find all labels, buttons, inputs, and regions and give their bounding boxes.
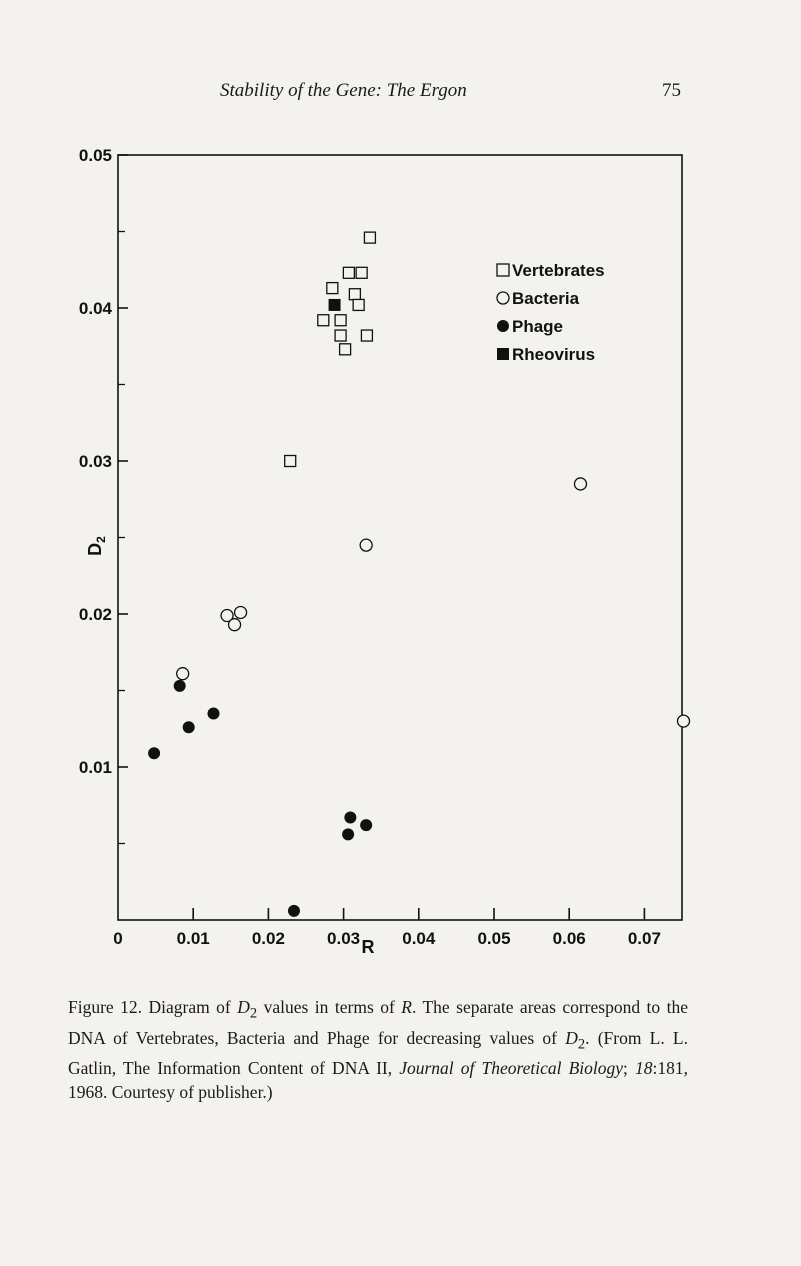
vertebrates-point-7 [335,315,346,326]
x-axis-label: R [361,937,375,957]
caption-text-3: . The separate areas correspond to the DNA of Vertebrates, Bacteria and Phage for decreasing values of [68,997,688,1048]
vertebrates-point-4 [349,289,360,300]
caption-journal: Journal of Theoretical Biology [399,1058,624,1078]
vertebrates-point-6 [318,315,329,326]
figure-caption [68,995,688,1104]
d2-vs-r-scatter-chart [0,130,801,960]
vertebrates-point-8 [335,330,346,341]
data-marks [148,232,689,917]
y-tick-label-4: 0.05 [78,146,112,165]
caption-figure-label: Figure 12. [68,997,143,1017]
phage-point-1 [208,707,220,719]
vertebrates-point-9 [361,330,372,341]
vertebrates-point-10 [340,344,351,355]
phage-point-5 [360,819,372,831]
chart-legend [497,261,605,364]
bacteria-point-4 [229,619,241,631]
vertebrates-point-11 [285,456,296,467]
caption-text-5: ; [623,1058,635,1078]
vertebrates-point-1 [343,267,354,278]
x-tick-label-6: 0.06 [552,929,586,948]
x-tick-label-1: 0.01 [176,929,210,948]
caption-d-sub-2: 2 [577,1036,586,1052]
caption-volume: 18 [635,1058,653,1078]
vertebrates-point-0 [364,232,375,243]
caption-text-6: :181, 1968. Courtesy of publisher.) [68,1058,688,1102]
x-tick-label-4: 0.04 [402,929,436,948]
caption-d-sub: 2 [249,1005,258,1022]
y-tick-label-3: 0.04 [78,299,112,318]
bacteria-point-1 [360,539,372,551]
rheovirus-point-0 [329,299,340,310]
caption-text-4: . (From L. L. Gatlin, The Information Content of DNA II, [68,1027,688,1078]
phage-point-7 [288,905,300,917]
phage-point-2 [183,721,195,733]
y-tick-label-0: 0.01 [78,758,112,777]
vertebrates-point-2 [356,267,367,278]
phage-point-3 [148,747,160,759]
legend-vertebrates-label: Vertebrates [512,261,605,280]
bacteria-point-3 [235,606,247,618]
caption-d-symbol: D [237,997,250,1017]
legend-rheovirus-marker [497,348,509,360]
vertebrates-point-5 [353,299,364,310]
bacteria-point-5 [177,668,189,680]
y-tick-label-2: 0.03 [78,452,112,471]
bacteria-point-6 [678,715,690,727]
bacteria-point-0 [574,478,586,490]
legend-phage-label: Phage [512,317,564,336]
vertebrates-point-3 [327,283,338,294]
x-tick-label-2: 0.02 [251,929,285,948]
phage-point-6 [342,828,354,840]
running-head: Stability of the Gene: The Ergon [220,80,467,101]
caption-r-symbol: R [401,997,412,1017]
legend-bacteria-marker [497,292,509,304]
x-tick-label-5: 0.05 [477,929,511,948]
x-tick-label-7: 0.07 [627,929,661,948]
phage-point-4 [344,811,356,823]
page-number: 75 [662,80,681,101]
x-tick-label-3: 0.03 [327,929,361,948]
y-axis-label-subscript: 2 [94,536,108,543]
caption-text-1: Diagram of [148,997,238,1017]
caption-text-2: values in terms of [257,997,402,1017]
legend-rheovirus-label: Rheovirus [512,345,596,364]
legend-vertebrates-marker [497,264,509,276]
legend-bacteria-label: Bacteria [512,289,580,308]
x-tick-label-0: 0 [113,929,123,948]
caption-d-symbol-2: D [565,1027,578,1048]
y-tick-label-1: 0.02 [78,605,112,624]
y-axis-label: $D_2$ [85,536,108,556]
legend-phage-marker [497,320,509,332]
phage-point-0 [174,680,186,692]
